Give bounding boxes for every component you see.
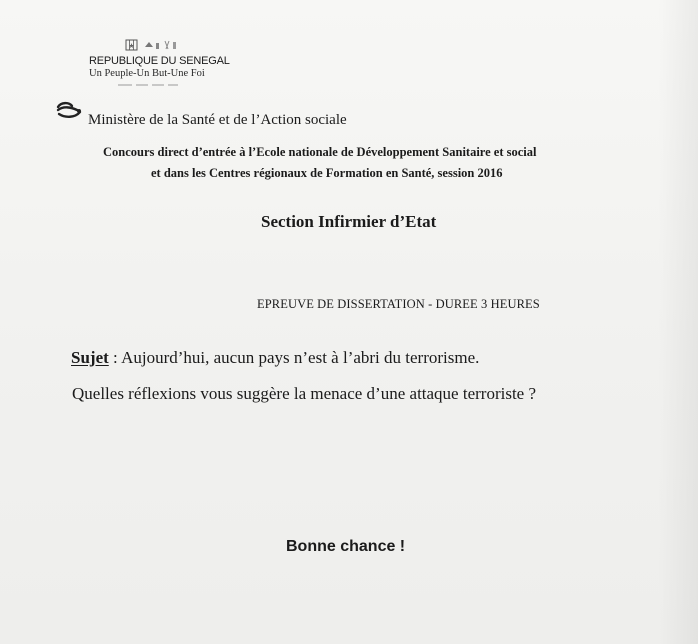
ministry-name: Ministère de la Santé et de l’Action sociale	[88, 112, 347, 128]
contest-title-line-2: et dans les Centres régionaux de Formation en Santé, session 2016	[151, 166, 503, 180]
subject-separator: :	[108, 348, 122, 367]
subject-line-1	[71, 348, 479, 368]
subject-label: Sujet	[71, 348, 109, 367]
motto-divider	[118, 83, 178, 87]
subject-statement: Aujourd’hui, aucun pays n’est à l’abri du terrorisme.	[121, 348, 480, 367]
exam-type-duration: EPREUVE DE DISSERTATION - DUREE 3 HEURES	[257, 297, 540, 311]
section-title: Section Infirmier d’Etat	[261, 212, 437, 231]
closing-wish: Bonne chance !	[286, 538, 406, 555]
contest-title-line-1: Concours direct d’entrée à l’Ecole nationale de Développement Sanitaire et social	[103, 145, 537, 159]
subject-question: Quelles réflexions vous suggère la menace d’une attaque terroriste ?	[72, 384, 537, 403]
country-name: REPUBLIQUE DU SENEGAL	[89, 55, 230, 67]
national-emblem-icon	[125, 38, 179, 52]
page-edge-shadow	[658, 0, 698, 644]
national-motto: Un Peuple-Un But-Une Foi	[89, 68, 205, 79]
ministry-logo-icon	[55, 100, 85, 122]
